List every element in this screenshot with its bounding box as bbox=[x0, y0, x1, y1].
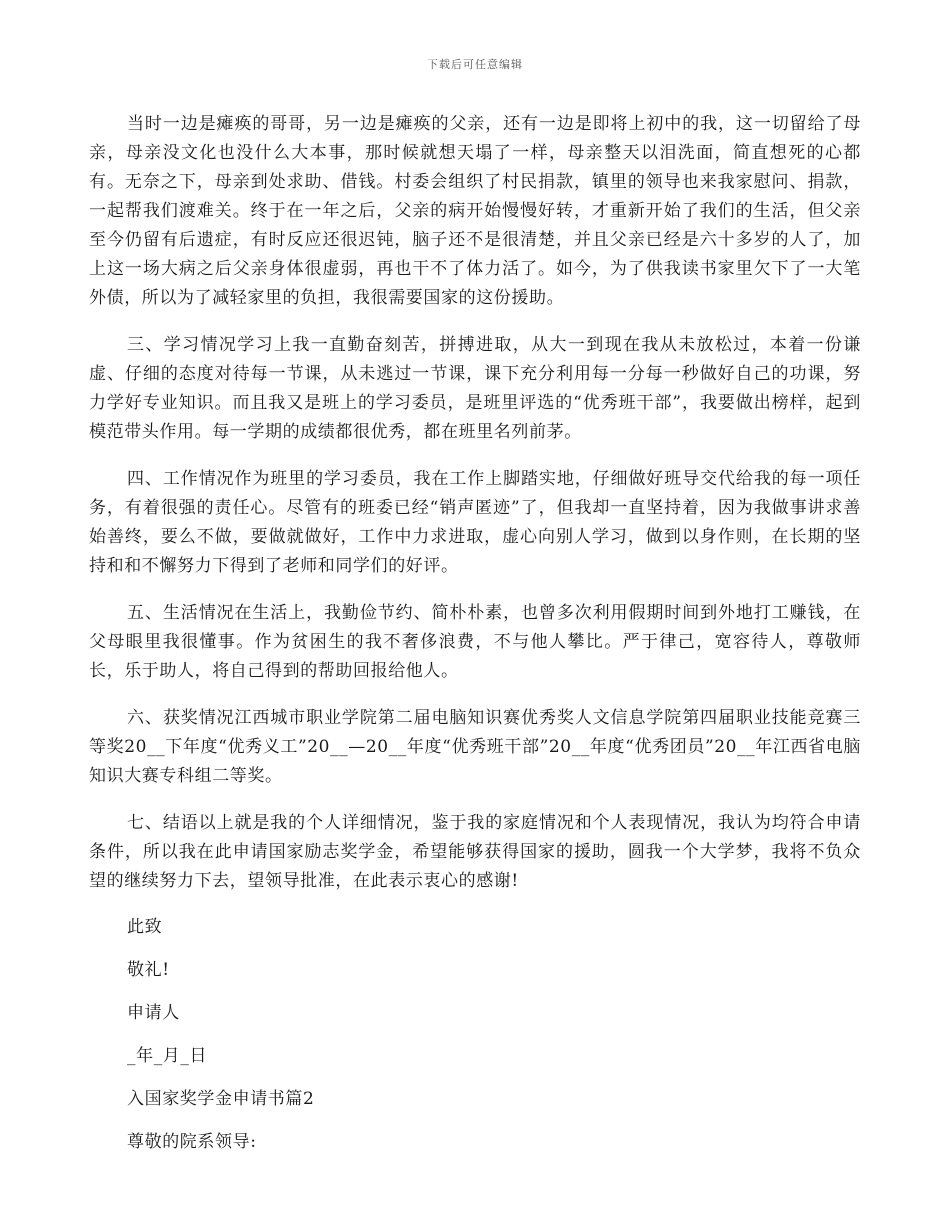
paragraph-life-situation: 五、生活情况在生活上，我勤俭节约、简朴朴素，也曾多次利用假期时间到外地打工赚钱，在父母眼里我很懂事。作为贫困生的我不奢侈浪费，不与他人攀比。严于律己，宽容待人，尊敬师长，乐于助人，将自己得到的帮助回报给他人。 bbox=[89, 603, 861, 681]
paragraph-study-situation: 三、学习情况学习上我一直勤奋刻苦，拼搏进取，从大一到现在我从未放松过，本着一份谦虚、仔细的态度对待每一节课，从未逃过一节课，课下充分利用每一分每一秒做好自己的功课，努力学好专业知识。而且我又是班上的学习委员，是班里评选的“优秀班干部”，我要做出榜样，起到模范带头作用。每一学期的成绩都很优秀，都在班里名列前茅。 bbox=[89, 335, 861, 442]
document-body bbox=[89, 110, 861, 1172]
paragraph-family-situation: 当时一边是瘫痪的哥哥，另一边是瘫痪的父亲，还有一边是即将上初中的我，这一切留给了母亲，母亲没文化也没什么大本事，那时候就想天塌了一样，母亲整天以泪洗面，简直想死的心都有。无奈之下，母亲到处求助、借钱。村委会组织了村民捐款，镇里的领导也来我家慰问、捐款，一起帮我们渡难关。终于在一年之后，父亲的病开始慢慢好转，才重新开始了我们的生活，但父亲至今仍留有后遗症，有时反应还很迟钝，脑子还不是很清楚，并且父亲已经是六十多岁的人了，加上这一场大病之后父亲身体很虚弱，再也干不了体力活了。如今，为了供我读书家里欠下了一大笔外债，所以为了减轻家里的负担，我很需要国家的这份援助。 bbox=[89, 114, 861, 308]
salutation: 尊敬的院系领导: bbox=[127, 1132, 257, 1152]
closing-greeting-2: 敬礼! bbox=[127, 960, 170, 980]
next-section-title: 入国家奖学金申请书篇2 bbox=[127, 1089, 315, 1109]
closing-greeting-1: 此致 bbox=[127, 917, 163, 937]
paragraph-work-situation: 四、工作情况作为班里的学习委员，我在工作上脚踏实地，仔细做好班导交代给我的每一项任务，有着很强的责任心。尽管有的班委已经“销声匿迹”了，但我却一直坚持着，因为我做事讲求善始善终，要么不做，要做就做好，工作中力求进取，虚心向别人学习，做到以身作则，在长期的坚持和和不懈努力下得到了老师和同学们的好评。 bbox=[89, 469, 861, 576]
page-header-note: 下载后可任意编辑 bbox=[427, 58, 523, 71]
paragraph-awards: 六、获奖情况江西城市职业学院第二届电脑知识赛优秀奖人文信息学院第四届职业技能竞赛三等奖20__下年度“优秀义工”20__—20__年度“优秀班干部”20__年度“优秀团员”20__年江西省电脑知识大赛专科组二等奖。 bbox=[89, 708, 861, 786]
date-line: _年_月_日 bbox=[127, 1046, 208, 1066]
paragraph-conclusion: 七、结语以上就是我的个人详细情况，鉴于我的家庭情况和个人表现情况，我认为均符合申请条件，所以我在此申请国家励志奖学金，希望能够获得国家的援助，圆我一个大学梦，我将不负众望的继续努力下去，望领导批准，在此表示衷心的感谢! bbox=[89, 813, 861, 891]
applicant-label: 申请人 bbox=[127, 1003, 180, 1023]
